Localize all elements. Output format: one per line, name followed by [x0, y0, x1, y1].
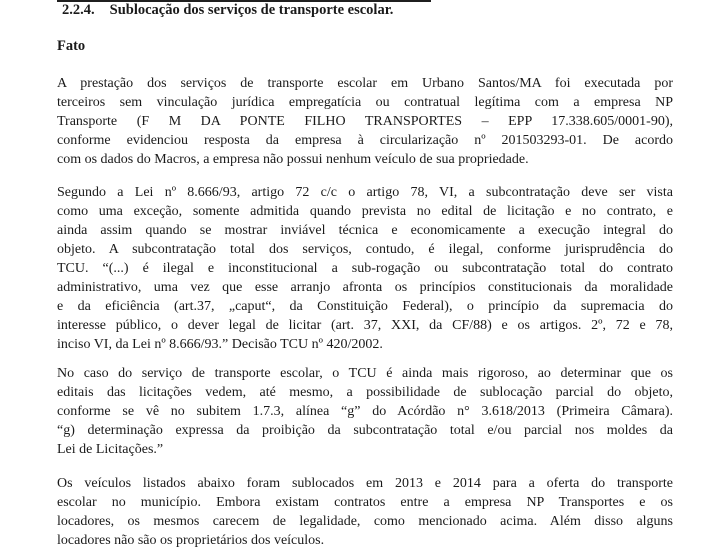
- text-line: objeto. A subcontratação total dos serviços, contudo, é ilegal, conforme jurisprudência do: [57, 242, 673, 257]
- text-line: terceiros sem vinculação jurídica empregatícia ou contratual legítima com a empresa NP: [57, 95, 673, 110]
- text-line: Os veículos listados abaixo foram sublocados em 2013 e 2014 para a oferta do transporte: [57, 476, 673, 491]
- fact-label: Fato: [57, 38, 86, 54]
- text-line: interesse público, o dever legal de licitar (art. 37, XXI, da CF/88) e os artigos. 2º, 72 e 78,: [57, 318, 673, 333]
- section-number: 2.2.4.: [62, 2, 95, 18]
- text-line: como uma exceção, somente admitida quando prevista no edital de licitação e no contrato, e: [57, 204, 673, 219]
- text-line: A prestação dos serviços de transporte escolar em Urbano Santos/MA foi executada por: [57, 76, 673, 91]
- text-line: com os dados do Macros, a empresa não possui nenhum veículo de sua propriedade.: [57, 152, 529, 167]
- text-line: editais das licitações vedem, até mesmo, a possibilidade de sublocação parcial do objeto,: [57, 385, 673, 400]
- text-line: conforme evidenciou resposta da empresa à circularização nº 201503293-01. De acordo: [57, 133, 673, 148]
- text-line: e da eficiência (art.37, „caput“, da Constituição Federal), o princípio da supremacia do: [57, 299, 673, 314]
- text-line: escolar no município. Embora existam contratos entre a empresa NP Transportes e os: [57, 495, 673, 510]
- text-line: “g) determinação expressa da proibição da subcontratação total e/ou parcial nos moldes da: [57, 423, 673, 438]
- text-line: ainda assim quando se mostrar inviável técnica e economicamente a execução integral do: [57, 223, 673, 238]
- text-line: inciso VI, da Lei nº 8.666/93.” Decisão TCU nº 420/2002.: [57, 337, 383, 352]
- text-line: administrativo, uma vez que esse arranjo afronta os princípios constitucionais da moralidade: [57, 280, 673, 295]
- text-line: locadores, os mesmos carecem de legalidade, como mencionado acima. Além disso alguns: [57, 514, 673, 529]
- paragraph-veiculos-sublocados: [57, 474, 673, 550]
- paragraph-tcu-acordao: [57, 364, 673, 459]
- text-line: conforme se vê no subitem 1.7.3, alínea “g” do Acórdão n° 3.618/2013 (Primeira Câmara).: [57, 404, 673, 419]
- text-line: TCU. “(...) é ilegal e inconstitucional a sub-rogação ou subcontratação total do contrato: [57, 261, 673, 276]
- text-line: No caso do serviço de transporte escolar, o TCU é ainda mais rigoroso, ao determinar que os: [57, 366, 673, 381]
- section-title: Sublocação dos serviços de transporte escolar.: [109, 2, 394, 18]
- paragraph-prestacao: [57, 74, 673, 169]
- text-line: Lei de Licitações.”: [57, 442, 164, 457]
- paragraph-lei-8666: [57, 183, 673, 354]
- text-line: locadores não são os proprietários dos veículos.: [57, 533, 325, 548]
- text-line: Segundo a Lei nº 8.666/93, artigo 72 c/c o artigo 78, VI, a subcontratação deve ser vista: [57, 185, 673, 200]
- text-line: Transporte (F M DA PONTE FILHO TRANSPORTES – EPP 17.338.605/0001-90),: [57, 114, 673, 129]
- section-heading: [62, 1, 393, 20]
